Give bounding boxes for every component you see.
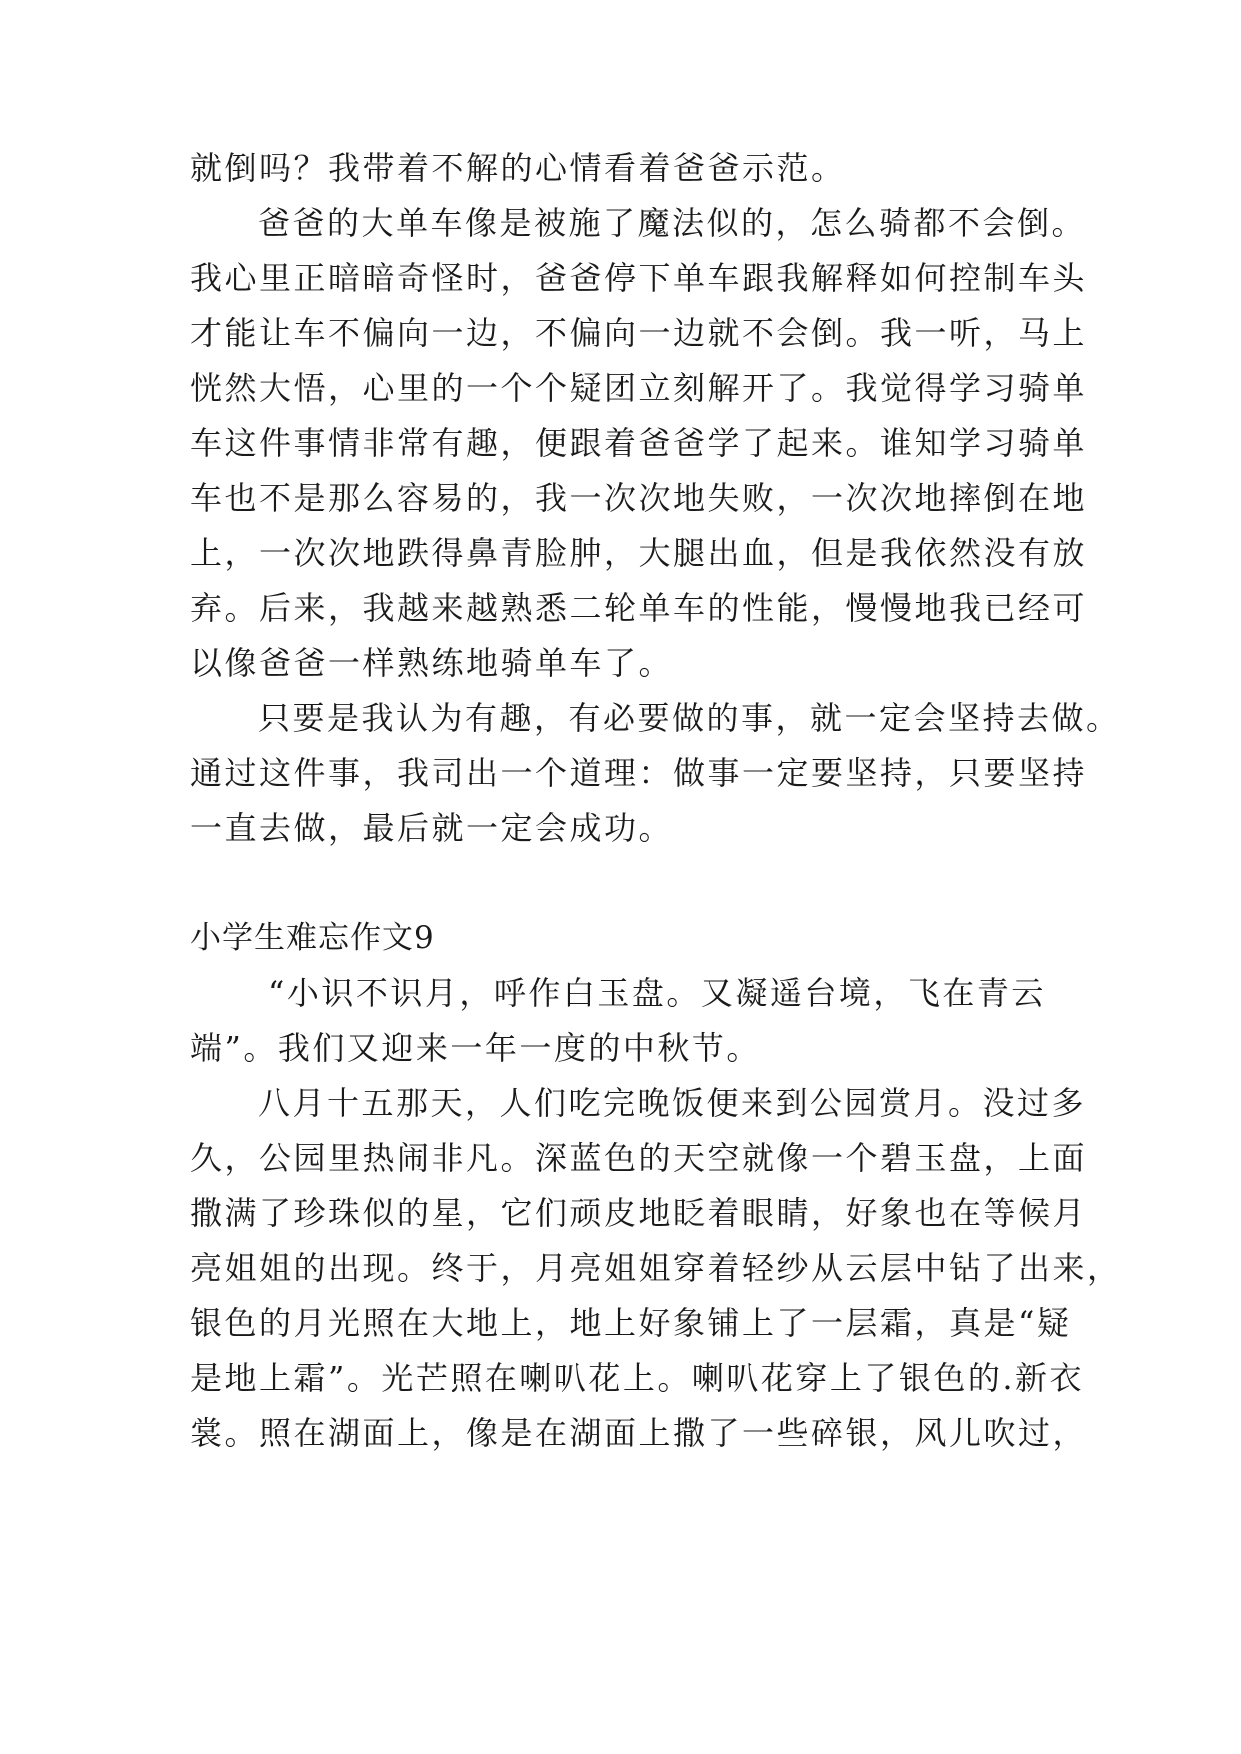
paragraph-line: 车也不是那么容易的，我一次次地失败，一次次地摔倒在地 bbox=[190, 479, 1088, 517]
paragraph-line: 恍然大悟，心里的一个个疑团立刻解开了。我觉得学习骑单 bbox=[190, 369, 1088, 407]
paragraph-line: 撒满了珍珠似的星，它们顽皮地眨着眼睛，好象也在等候月 bbox=[190, 1194, 1088, 1232]
paragraph-line: 裳。照在湖面上，像是在湖面上撒了一些碎银，风儿吹过， bbox=[190, 1414, 1088, 1452]
paragraph-line: “小识不识月，呼作白玉盘。又凝遥台境，飞在青云 bbox=[268, 974, 1046, 1012]
paragraph-line: 弃。后来，我越来越熟悉二轮单车的性能，慢慢地我已经可 bbox=[190, 589, 1088, 627]
paragraph-line: 端”。我们又迎来一年一度的中秋节。 bbox=[190, 1029, 761, 1067]
paragraph-line: 通过这件事，我司出一个道理：做事一定要坚持，只要坚持 bbox=[190, 754, 1088, 792]
paragraph-line: 以像爸爸一样熟练地骑单车了。 bbox=[190, 644, 674, 682]
paragraph-line: 亮姐姐的出现。终于，月亮姐姐穿着轻纱从云层中钻了出来， bbox=[190, 1249, 1122, 1287]
paragraph-line: 我心里正暗暗奇怪时，爸爸停下单车跟我解释如何控制车头 bbox=[190, 259, 1088, 297]
paragraph-line: 一直去做，最后就一定会成功。 bbox=[190, 809, 674, 847]
paragraph-line: 只要是我认为有趣，有必要做的事，就一定会坚持去做。 bbox=[258, 699, 1121, 737]
paragraph-line: 久，公园里热闹非凡。深蓝色的天空就像一个碧玉盘，上面 bbox=[190, 1139, 1088, 1177]
article-title: 小学生难忘作文9 bbox=[190, 920, 435, 956]
paragraph-line: 才能让车不偏向一边，不偏向一边就不会倒。我一听，马上 bbox=[190, 314, 1088, 352]
paragraph-line: 爸爸的大单车像是被施了魔法似的，怎么骑都不会倒。 bbox=[258, 204, 1087, 242]
paragraph-line: 上，一次次地跌得鼻青脸肿，大腿出血，但是我依然没有放 bbox=[190, 534, 1088, 572]
paragraph-line: 就倒吗？我带着不解的心情看着爸爸示范。 bbox=[190, 149, 846, 187]
paragraph-line: 车这件事情非常有趣，便跟着爸爸学了起来。谁知学习骑单 bbox=[190, 424, 1088, 462]
paragraph-line: 银色的月光照在大地上，地上好象铺上了一层霜，真是“疑 bbox=[190, 1304, 1072, 1342]
paragraph-line: 八月十五那天，人们吃完晚饭便来到公园赏月。没过多 bbox=[258, 1084, 1087, 1122]
paragraph-line: 是地上霜”。光芒照在喇叭花上。喇叭花穿上了银色的.新衣 bbox=[190, 1359, 1085, 1397]
